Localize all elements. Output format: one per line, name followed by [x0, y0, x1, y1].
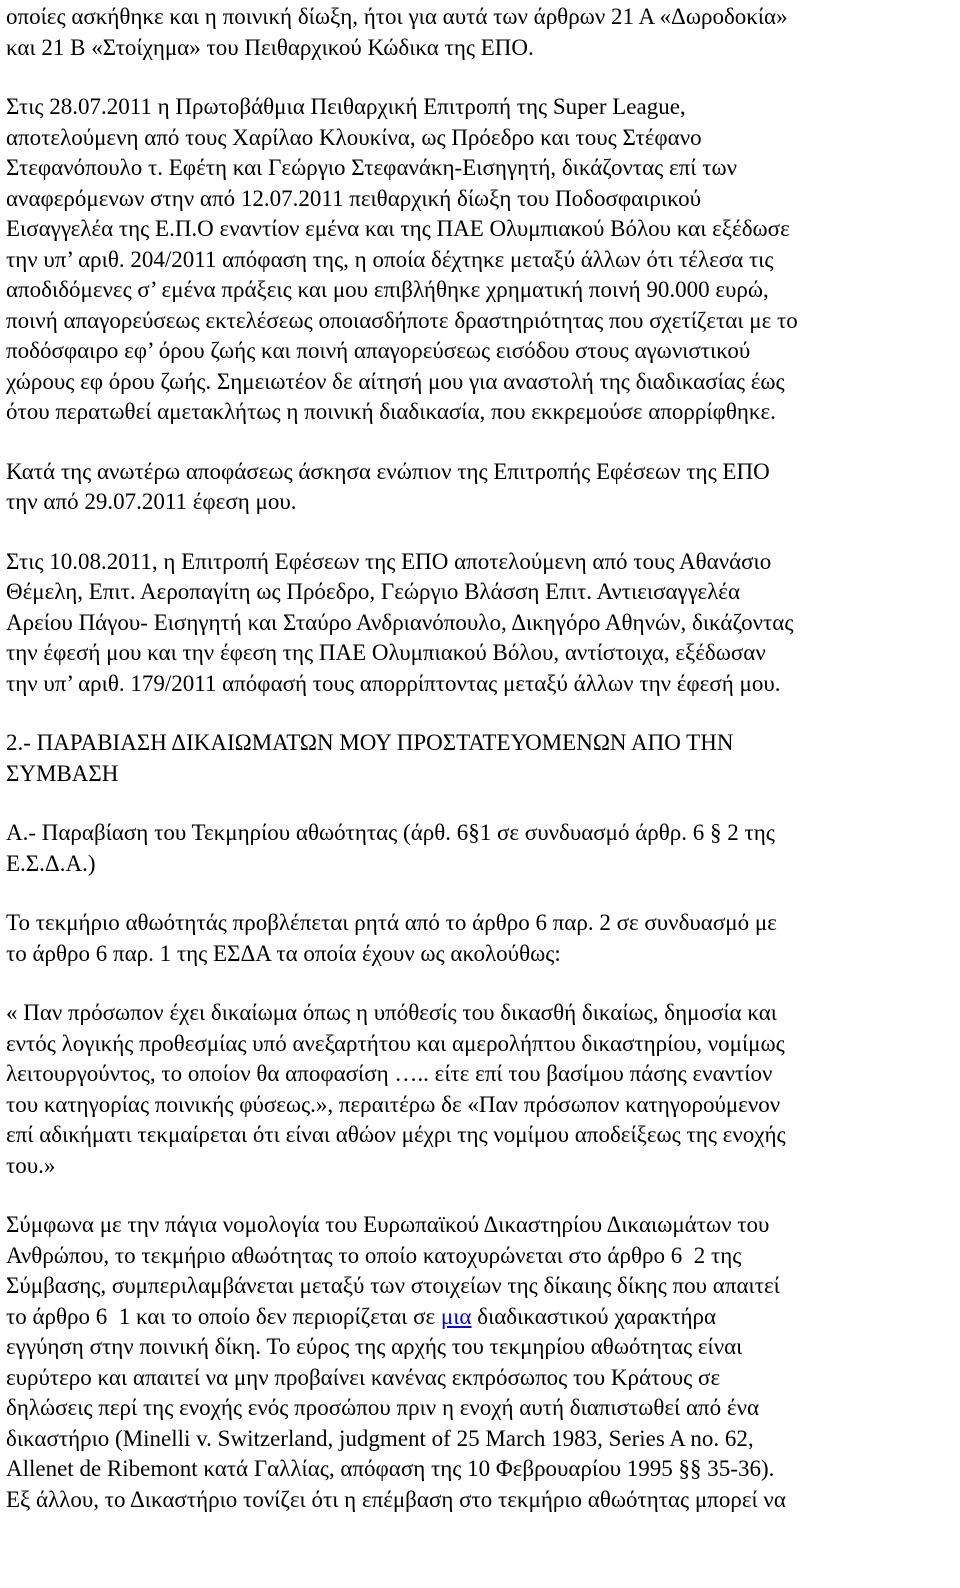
quote-line: του κατηγορίας ποινικής φύσεως.», περαιτέρω δε «Παν πρόσωπον κατηγορούμενον	[6, 1091, 781, 1117]
text-line: δηλώσεις περί της ενοχής ενός προσώπου πριν η ενοχή αυτή διαπιστωθεί από ένα	[6, 1395, 760, 1420]
paragraph-first-instance-decision	[6, 92, 950, 428]
text-line: Σύμβασης, συμπεριλαμβάνεται μεταξύ των στοιχείων της δίκαιης δίκης που απαιτεί	[6, 1273, 780, 1298]
text-line: Θέμελη, Επιτ. Αεροπαγίτη ως Πρόεδρο, Γεώργιο Βλάσση Επιτ. Αντιεισαγγελέα	[6, 579, 740, 604]
text-line: Το τεκμήριο αθωότητάς προβλέπεται ρητά από το άρθρο 6 παρ. 2 σε συνδυασμό με	[6, 910, 777, 935]
quote-line: επί αδικήματι τεκμαίρεται ότι είναι αθώον μέχρι της νομίμου αποδείξεως της ενοχής	[6, 1122, 786, 1147]
paragraph-appeals-committee	[6, 547, 950, 700]
text-line: δικαστήριο (Minelli v. Switzerland, judgment of 25 March 1983, Series A no. 62,	[6, 1425, 754, 1451]
text-line-with-link	[6, 1302, 950, 1333]
text-fragment: διαδικαστικού χαρακτήρα	[471, 1303, 716, 1329]
text-line: ευρύτερο και απαιτεί να μην προβαίνει κανένας εκπρόσωπος του Κράτους σε	[6, 1364, 721, 1390]
quoted-article-text	[6, 998, 950, 1181]
text-line: Στις 28.07.2011 η Πρωτοβάθμια Πειθαρχική Επιτροπή της Super League,	[6, 94, 686, 119]
text-line: χώρους εφ όρου ζωής. Σημειωτέον δε αίτησή μου για αναστολή της διαδικασίας έως	[6, 368, 785, 394]
text-line: αναφερόμενων στην από 12.07.2011 πειθαρχική δίωξη του Ποδοσφαιρικού	[6, 185, 702, 211]
text-line: ότου περατωθεί αμετακλήτως η ποινική διαδικασία, που εκκρεμούσε απορρίφθηκε.	[6, 399, 776, 424]
text-line: Κατά της ανωτέρω αποφάσεως άσκησα ενώπιον της Επιτροπής Εφέσεων της ΕΠΟ	[6, 458, 770, 484]
paragraph-continuation	[6, 2, 950, 63]
quote-line: λειτουργούντος, το οποίον θα αποφασίση ….. είτε επί του βασίμου πάσης εναντίον	[6, 1061, 773, 1086]
text-line: και 21 Β «Στοίχημα» του Πειθαρχικού Κώδικα της ΕΠΟ.	[6, 34, 534, 60]
paragraph-appeal	[6, 457, 950, 518]
text-line: την υπ’ αριθ. 204/2011 απόφαση της, η οποία δέχτηκε μεταξύ άλλων ότι τέλεσα τις	[6, 246, 774, 272]
heading-line: Α.- Παραβίαση του Τεκμηρίου αθωότητας (άρθ. 6§1 σε συνδυασμό άρθρ. 6 § 2 της	[6, 820, 775, 845]
text-line: αποτελούμενη από τους Χαρίλαο Κλουκίνα, ως Πρόεδρο και τους Στέφανο	[6, 124, 702, 150]
text-line: Αρείου Πάγου- Εισηγητή και Σταύρο Ανδριανόπουλο, Δικηγόρο Αθηνών, δικάζοντας	[6, 609, 794, 635]
section-heading-2	[6, 728, 950, 789]
quote-line: εντός λογικής προθεσμίας υπό ανεξαρτήτου και αμερολήπτου δικαστηρίου, νομίμως	[6, 1030, 785, 1056]
text-line: ποδόσφαιρο εφ’ όρου ζωής και ποινή απαγορεύσεως εισόδου στους αγωνιστικού	[6, 338, 751, 363]
text-line: Ανθρώπου, το τεκμήριο αθωότητας το οποίο κατοχυρώνεται στο άρθρο 6 2 της	[6, 1242, 742, 1268]
paragraph-presumption	[6, 908, 950, 969]
text-line: Εισαγγελέα της Ε.Π.Ο εναντίον εμένα και της ΠΑΕ Ολυμπιακού Βόλου και εξέδωσε	[6, 216, 790, 241]
paragraph-echr-case-law	[6, 1210, 950, 1515]
quote-line: του.»	[6, 1152, 56, 1178]
text-line: Εξ άλλου, το Δικαστήριο τονίζει ότι η επέμβαση στο τεκμήριο αθωότητας μπορεί να	[6, 1486, 786, 1512]
text-line: Στις 10.08.2011, η Επιτροπή Εφέσεων της ΕΠΟ αποτελούμενη από τους Αθανάσιο	[6, 548, 772, 574]
text-line: εγγύηση στην ποινική δίκη. Το εύρος της αρχής του τεκμηρίου αθωότητας είναι	[6, 1334, 743, 1359]
document-page	[6, 2, 950, 1515]
text-line: το άρθρο 6 παρ. 1 της ΕΣΔΑ τα οποία έχουν ως ακολούθως:	[6, 940, 561, 966]
text-line: Allenet de Ribemont κατά Γαλλίας, απόφαση της 10 Φεβρουαρίου 1995 §§ 35-36).	[6, 1456, 775, 1481]
quote-line: « Παν πρόσωπον έχει δικαίωμα όπως η υπόθεσίς του δικασθή δικαίως, δημοσία και	[6, 1000, 777, 1025]
text-line: Στεφανόπουλο τ. Εφέτη και Γεώργιο Στεφανάκη-Εισηγητή, δικάζοντας επί των	[6, 155, 738, 180]
text-line: την έφεσή μου και την έφεση της ΠΑΕ Ολυμπιακού Βόλου, αντίστοιχα, εξέδωσαν	[6, 640, 766, 665]
text-line: οποίες ασκήθηκε και η ποινική δίωξη, ήτοι για αυτά των άρθρων 21 Α «Δωροδοκία»	[6, 4, 788, 29]
heading-line: ΣΥΜΒΑΣΗ	[6, 760, 119, 786]
text-line: την από 29.07.2011 έφεση μου.	[6, 489, 297, 514]
text-line: Σύμφωνα με την πάγια νομολογία του Ευρωπαϊκού Δικαστηρίου Δικαιωμάτων του	[6, 1212, 770, 1237]
text-line: ποινή απαγορεύσεως εκτελέσεως οποιασδήποτε δραστηριότητας που σχετίζεται με το	[6, 307, 798, 333]
subsection-heading-a	[6, 818, 950, 879]
heading-line: Ε.Σ.Δ.Α.)	[6, 850, 96, 876]
text-fragment: το άρθρο 6 1 και το οποίο δεν περιορίζεται σε	[6, 1303, 441, 1329]
text-line: αποδιδόμενες σ’ εμένα πράξεις και μου επιβλήθηκε χρηματική ποινή 90.000 ευρώ,	[6, 277, 769, 302]
heading-line: 2.- ΠΑΡΑΒΙΑΣΗ ΔΙΚΑΙΩΜΑΤΩΝ ΜΟΥ ΠΡΟΣΤΑΤΕΥΟΜΕΝΩΝ ΑΠΟ ΤΗΝ	[6, 730, 734, 755]
text-line: την υπ’ αριθ. 179/2011 απόφασή τους απορρίπτοντας μεταξύ άλλων την έφεσή μου.	[6, 670, 781, 696]
hyperlink-mia[interactable]: μια	[440, 1303, 472, 1329]
